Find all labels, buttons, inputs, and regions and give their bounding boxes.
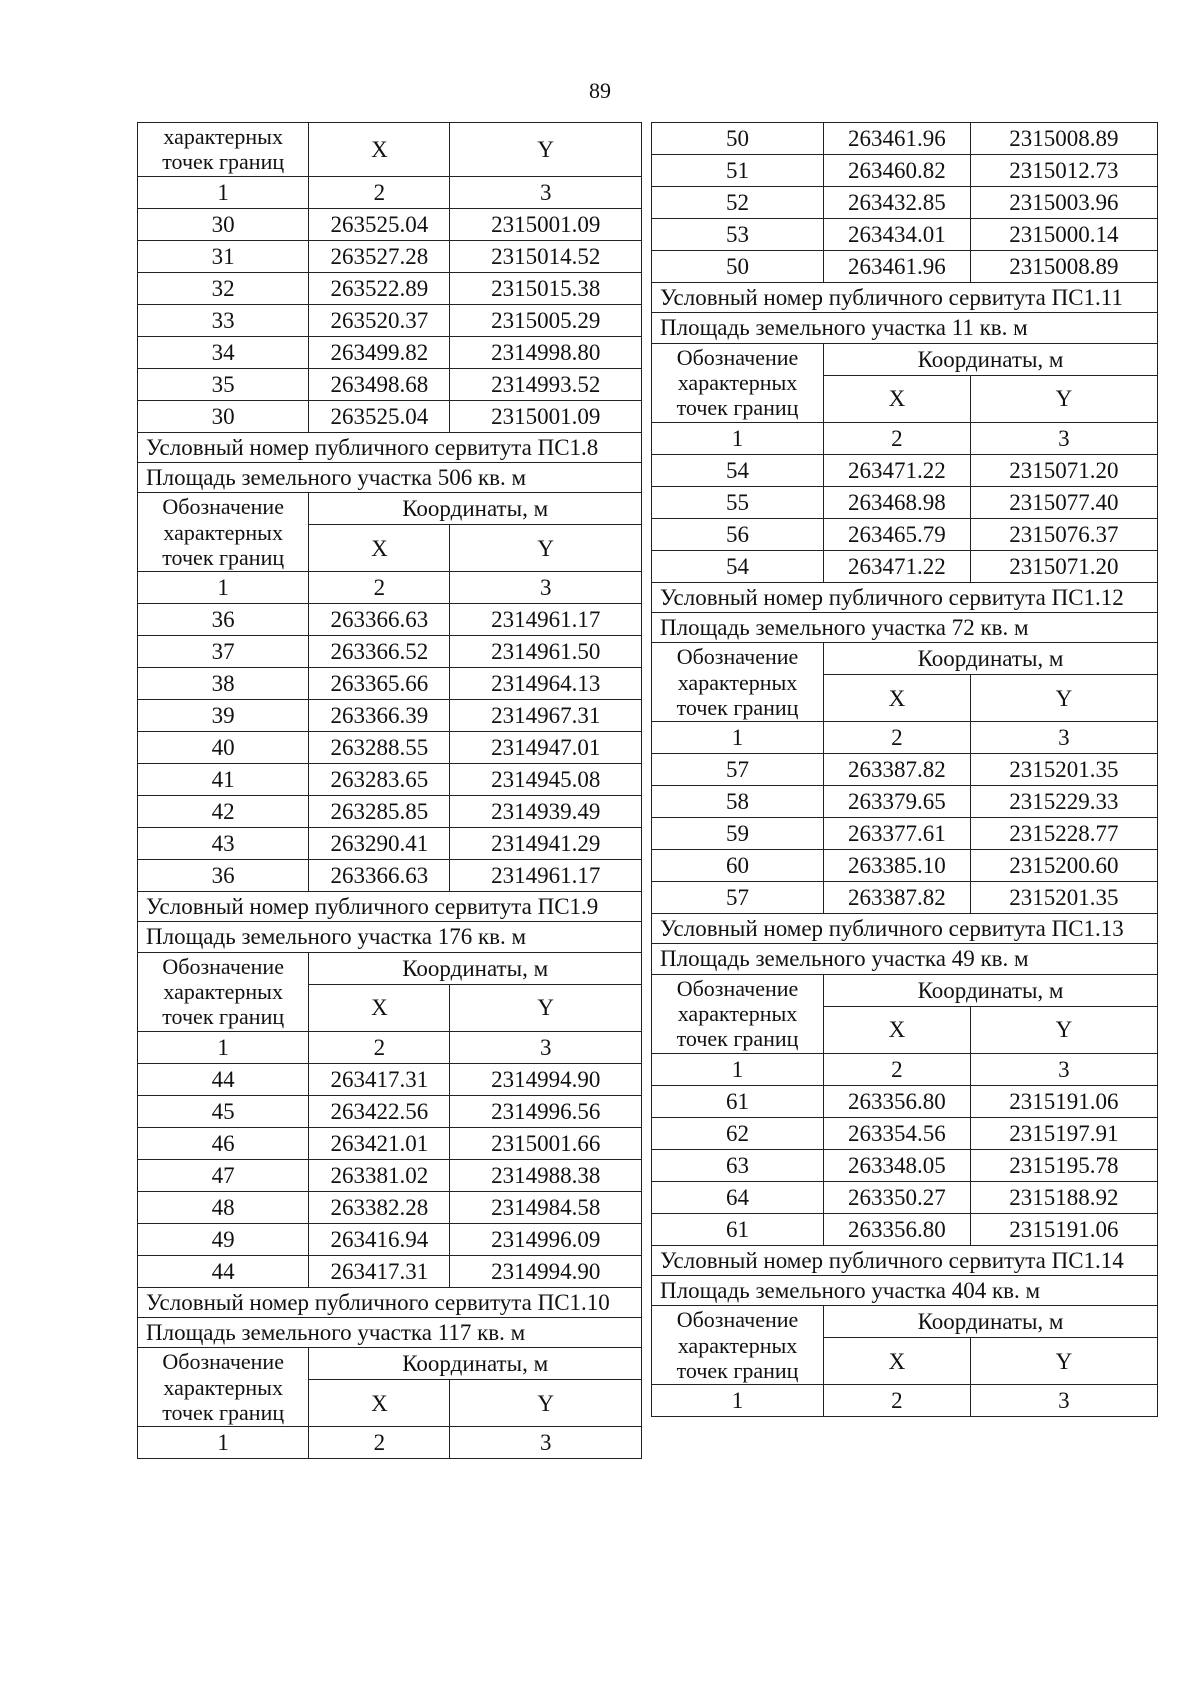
point-number: 30	[138, 208, 309, 240]
coordinate-x: 263366.39	[309, 700, 450, 732]
column-number: 3	[450, 176, 642, 208]
table-row	[652, 219, 1158, 251]
section-title: Условный номер публичного сервитута ПС1.14	[652, 1245, 1158, 1275]
point-number: 36	[138, 604, 309, 636]
coordinate-y: 2315191.06	[970, 1213, 1157, 1245]
coordinate-x: 263461.96	[824, 123, 971, 155]
column-number: 2	[309, 572, 450, 604]
section-title-row	[652, 944, 1158, 974]
coordinate-x: 263387.82	[824, 754, 971, 786]
header-y: Y	[970, 1338, 1157, 1385]
coordinate-y: 2315071.20	[970, 550, 1157, 582]
coordinate-y: 2314961.17	[450, 604, 642, 636]
coordinate-y: 2314994.90	[450, 1063, 642, 1095]
header-row	[652, 1306, 1158, 1338]
coordinate-x: 263522.89	[309, 272, 450, 304]
section-title-row	[652, 582, 1158, 612]
point-number: 41	[138, 764, 309, 796]
section-title-row	[138, 432, 642, 462]
header-point-label-line: характерных	[163, 519, 283, 545]
column-number: 2	[824, 722, 971, 754]
header-y: Y	[450, 984, 642, 1031]
coordinate-y: 2314984.58	[450, 1191, 642, 1223]
header-coordinates: Координаты, м	[309, 493, 642, 525]
coordinate-x: 263365.66	[309, 668, 450, 700]
header-point-label-line: Обозначение	[162, 494, 284, 520]
point-number: 44	[138, 1255, 309, 1287]
header-point-label	[138, 123, 309, 177]
table-row	[652, 818, 1158, 850]
coordinate-y: 2314996.09	[450, 1223, 642, 1255]
header-point-label-line: характерных	[163, 124, 283, 149]
coordinate-x: 263348.05	[824, 1149, 971, 1181]
header-x: X	[309, 123, 450, 177]
table-row	[138, 272, 642, 304]
coordinate-y: 2314939.49	[450, 796, 642, 828]
header-coordinates: Координаты, м	[824, 343, 1158, 375]
point-number: 48	[138, 1191, 309, 1223]
column-number: 1	[652, 1053, 824, 1085]
point-number: 36	[138, 860, 309, 892]
coordinate-y: 2315003.96	[970, 187, 1157, 219]
header-point-label-line: точек границ	[676, 694, 799, 720]
header-x: X	[824, 675, 971, 722]
header-point-label-line: характерных	[677, 669, 798, 695]
coordinate-x: 263417.31	[309, 1255, 450, 1287]
coordinate-x: 263432.85	[824, 187, 971, 219]
header-point-label-line: точек границ	[162, 544, 285, 570]
coordinate-y: 2315076.37	[970, 518, 1157, 550]
column-number: 1	[652, 422, 824, 454]
coordinate-x: 263366.63	[309, 860, 450, 892]
header-x: X	[824, 1338, 971, 1385]
table-row	[652, 1149, 1158, 1181]
coordinate-y: 2315071.20	[970, 454, 1157, 486]
table-row	[652, 251, 1158, 283]
column-number-row	[652, 722, 1158, 754]
table-row	[138, 1255, 642, 1287]
coordinate-y: 2314994.90	[450, 1255, 642, 1287]
coordinates-table-left	[137, 122, 642, 1459]
column-number: 3	[970, 722, 1157, 754]
section-title: Площадь земельного участка 11 кв. м	[652, 313, 1158, 343]
column-number: 3	[970, 1053, 1157, 1085]
header-point-label-line: характерных	[677, 1001, 798, 1027]
coordinate-x: 263356.80	[824, 1085, 971, 1117]
coordinate-x: 263366.63	[309, 604, 450, 636]
section-title-row	[652, 283, 1158, 313]
coordinate-y: 2315077.40	[970, 486, 1157, 518]
header-coordinates: Координаты, м	[309, 1348, 642, 1380]
coordinate-x: 263356.80	[824, 1213, 971, 1245]
coordinate-x: 263385.10	[824, 850, 971, 882]
table-row	[138, 1223, 642, 1255]
column-number: 1	[138, 1427, 309, 1459]
column-number-row	[138, 176, 642, 208]
coordinate-y: 2315005.29	[450, 304, 642, 336]
column-number: 2	[309, 176, 450, 208]
point-number: 55	[652, 486, 824, 518]
section-title: Условный номер публичного сервитута ПС1.12	[652, 582, 1158, 612]
point-number: 38	[138, 668, 309, 700]
point-number: 56	[652, 518, 824, 550]
column-number: 2	[309, 1031, 450, 1063]
point-number: 57	[652, 882, 824, 914]
table-row	[138, 700, 642, 732]
coordinate-x: 263525.04	[309, 400, 450, 432]
coordinate-x: 263421.01	[309, 1127, 450, 1159]
coordinate-y: 2314998.80	[450, 336, 642, 368]
section-title-row	[138, 462, 642, 492]
section-title-row	[138, 1318, 642, 1348]
column-number: 1	[138, 176, 309, 208]
header-point-label-line: Обозначение	[676, 344, 799, 370]
point-number: 46	[138, 1127, 309, 1159]
coordinate-x: 263471.22	[824, 550, 971, 582]
section-title: Площадь земельного участка 49 кв. м	[652, 944, 1158, 974]
coordinate-x: 263471.22	[824, 454, 971, 486]
coordinate-y: 2315201.35	[970, 882, 1157, 914]
section-title: Условный номер публичного сервитута ПС1.9	[138, 892, 642, 922]
table-row	[138, 796, 642, 828]
column-number: 3	[970, 1385, 1157, 1417]
coordinate-x: 263465.79	[824, 518, 971, 550]
header-y: Y	[970, 1006, 1157, 1053]
coordinate-x: 263434.01	[824, 219, 971, 251]
point-number: 32	[138, 272, 309, 304]
coordinate-x: 263416.94	[309, 1223, 450, 1255]
header-point-label	[652, 643, 824, 722]
header-point-label-line: характерных	[677, 369, 798, 395]
section-title: Условный номер публичного сервитута ПС1.13	[652, 914, 1158, 944]
point-number: 60	[652, 850, 824, 882]
section-title: Условный номер публичного сервитута ПС1.11	[652, 283, 1158, 313]
point-number: 50	[652, 251, 824, 283]
table-row	[652, 1181, 1158, 1213]
column-number: 2	[309, 1427, 450, 1459]
coordinate-y: 2315228.77	[970, 818, 1157, 850]
coordinate-x: 263379.65	[824, 786, 971, 818]
header-point-label-line: характерных	[163, 979, 283, 1005]
coordinate-x: 263460.82	[824, 155, 971, 187]
column-number: 2	[824, 1385, 971, 1417]
coordinate-y: 2315200.60	[970, 850, 1157, 882]
header-row	[138, 952, 642, 984]
section-title-row	[138, 1287, 642, 1317]
coordinate-y: 2315229.33	[970, 786, 1157, 818]
table-row	[138, 860, 642, 892]
table-row	[138, 1191, 642, 1223]
coordinate-y: 2315201.35	[970, 754, 1157, 786]
header-point-label-line: точек границ	[162, 1004, 285, 1030]
section-title: Площадь земельного участка 404 кв. м	[652, 1276, 1158, 1306]
table-row	[652, 550, 1158, 582]
header-point-label-line: точек границ	[676, 1358, 799, 1384]
header-row	[652, 974, 1158, 1006]
coordinate-y: 2315008.89	[970, 251, 1157, 283]
coordinate-y: 2315015.38	[450, 272, 642, 304]
header-row	[138, 1348, 642, 1380]
header-y: Y	[450, 1380, 642, 1427]
coordinate-x: 263288.55	[309, 732, 450, 764]
coordinates-table-right	[651, 122, 1158, 1417]
point-number: 42	[138, 796, 309, 828]
table-row	[652, 1117, 1158, 1149]
column-number: 3	[450, 572, 642, 604]
coordinate-x: 263285.85	[309, 796, 450, 828]
point-number: 31	[138, 240, 309, 272]
header-point-label-line: точек границ	[162, 149, 285, 175]
column-number: 3	[450, 1031, 642, 1063]
coordinate-y: 2315197.91	[970, 1117, 1157, 1149]
column-number: 1	[652, 722, 824, 754]
table-row	[138, 1159, 642, 1191]
column-number: 3	[970, 422, 1157, 454]
point-number: 53	[652, 219, 824, 251]
section-title-row	[652, 313, 1158, 343]
table-row	[652, 454, 1158, 486]
point-number: 45	[138, 1095, 309, 1127]
point-number: 35	[138, 368, 309, 400]
table-row	[138, 732, 642, 764]
section-title-row	[652, 1276, 1158, 1306]
coordinate-y: 2315008.89	[970, 123, 1157, 155]
table-row	[652, 754, 1158, 786]
coordinate-y: 2315188.92	[970, 1181, 1157, 1213]
coordinate-y: 2314988.38	[450, 1159, 642, 1191]
table-row	[138, 636, 642, 668]
header-point-label	[138, 1348, 309, 1427]
header-x: X	[824, 1006, 971, 1053]
point-number: 57	[652, 754, 824, 786]
coordinate-x: 263387.82	[824, 882, 971, 914]
header-y: Y	[970, 675, 1157, 722]
page-number: 89	[589, 78, 611, 103]
section-title: Условный номер публичного сервитута ПС1.10	[138, 1287, 642, 1317]
column-number-row	[138, 572, 642, 604]
right-column	[651, 122, 1158, 1417]
table-row	[138, 668, 642, 700]
column-number: 1	[138, 1031, 309, 1063]
header-x: X	[309, 984, 450, 1031]
header-point-label	[138, 493, 309, 572]
table-row	[652, 155, 1158, 187]
coordinate-y: 2315001.66	[450, 1127, 642, 1159]
coordinate-y: 2315001.09	[450, 400, 642, 432]
header-point-label-line: Обозначение	[676, 644, 799, 670]
coordinate-y: 2314961.50	[450, 636, 642, 668]
coordinate-x: 263366.52	[309, 636, 450, 668]
point-number: 54	[652, 454, 824, 486]
point-number: 47	[138, 1159, 309, 1191]
section-title: Площадь земельного участка 72 кв. м	[652, 612, 1158, 642]
left-column	[137, 122, 642, 1459]
header-point-label-line: характерных	[163, 1374, 283, 1400]
header-coordinates: Координаты, м	[309, 952, 642, 984]
point-number: 33	[138, 304, 309, 336]
header-coordinates: Координаты, м	[824, 643, 1158, 675]
header-y: Y	[450, 525, 642, 572]
table-row	[138, 336, 642, 368]
header-x: X	[309, 525, 450, 572]
header-point-label-line: точек границ	[676, 1026, 799, 1052]
coordinate-x: 263461.96	[824, 251, 971, 283]
coordinate-y: 2314947.01	[450, 732, 642, 764]
table-row	[652, 850, 1158, 882]
coordinate-y: 2315000.14	[970, 219, 1157, 251]
table-row	[652, 1085, 1158, 1117]
coordinate-y: 2315001.09	[450, 208, 642, 240]
coordinate-y: 2314941.29	[450, 828, 642, 860]
header-row	[652, 343, 1158, 375]
point-number: 40	[138, 732, 309, 764]
table-row	[652, 518, 1158, 550]
coordinate-x: 263525.04	[309, 208, 450, 240]
header-coordinates: Координаты, м	[824, 974, 1158, 1006]
column-number: 3	[450, 1427, 642, 1459]
header-point-label	[652, 974, 824, 1053]
coordinate-y: 2315191.06	[970, 1085, 1157, 1117]
table-row	[652, 786, 1158, 818]
header-point-label	[652, 343, 824, 422]
table-row	[138, 1127, 642, 1159]
point-number: 44	[138, 1063, 309, 1095]
header-point-label-line: Обозначение	[676, 1307, 799, 1333]
coordinate-y: 2315014.52	[450, 240, 642, 272]
section-title: Площадь земельного участка 117 кв. м	[138, 1318, 642, 1348]
point-number: 61	[652, 1213, 824, 1245]
point-number: 62	[652, 1117, 824, 1149]
column-number-row	[652, 422, 1158, 454]
point-number: 34	[138, 336, 309, 368]
coordinate-x: 263417.31	[309, 1063, 450, 1095]
table-row	[138, 304, 642, 336]
header-point-label	[138, 952, 309, 1031]
coordinate-x: 263520.37	[309, 304, 450, 336]
header-point-label-line: характерных	[677, 1332, 798, 1358]
table-row	[138, 208, 642, 240]
table-row	[138, 1063, 642, 1095]
coordinate-x: 263354.56	[824, 1117, 971, 1149]
point-number: 52	[652, 187, 824, 219]
point-number: 61	[652, 1085, 824, 1117]
point-number: 39	[138, 700, 309, 732]
point-number: 63	[652, 1149, 824, 1181]
column-number-row	[652, 1385, 1158, 1417]
section-title-row	[652, 914, 1158, 944]
section-title: Площадь земельного участка 506 кв. м	[138, 462, 642, 492]
point-number: 64	[652, 1181, 824, 1213]
table-row	[138, 1095, 642, 1127]
header-y: Y	[970, 375, 1157, 422]
coordinate-y: 2314993.52	[450, 368, 642, 400]
point-number: 59	[652, 818, 824, 850]
table-row	[138, 400, 642, 432]
table-row	[138, 368, 642, 400]
section-title: Условный номер публичного сервитута ПС1.8	[138, 432, 642, 462]
header-row	[138, 493, 642, 525]
table-row	[138, 240, 642, 272]
point-number: 58	[652, 786, 824, 818]
point-number: 30	[138, 400, 309, 432]
coordinate-y: 2314961.17	[450, 860, 642, 892]
header-row	[652, 643, 1158, 675]
column-number: 2	[824, 422, 971, 454]
coordinate-x: 263382.28	[309, 1191, 450, 1223]
header-coordinates: Координаты, м	[824, 1306, 1158, 1338]
header-y: Y	[450, 123, 642, 177]
column-number: 2	[824, 1053, 971, 1085]
section-title-row	[138, 892, 642, 922]
coordinate-y: 2314964.13	[450, 668, 642, 700]
header-point-label-line: точек границ	[162, 1400, 285, 1426]
coordinate-y: 2314967.31	[450, 700, 642, 732]
coordinate-x: 263468.98	[824, 486, 971, 518]
column-number-row	[138, 1031, 642, 1063]
coordinate-y: 2314996.56	[450, 1095, 642, 1127]
coordinate-x: 263498.68	[309, 368, 450, 400]
coordinate-x: 263527.28	[309, 240, 450, 272]
coordinate-x: 263422.56	[309, 1095, 450, 1127]
coordinate-x: 263377.61	[824, 818, 971, 850]
coordinate-x: 263350.27	[824, 1181, 971, 1213]
header-point-label-line: Обозначение	[162, 953, 284, 979]
table-row	[652, 123, 1158, 155]
header-point-label-line: Обозначение	[162, 1349, 284, 1375]
coordinate-x: 263499.82	[309, 336, 450, 368]
point-number: 51	[652, 155, 824, 187]
table-row	[138, 604, 642, 636]
table-row	[652, 187, 1158, 219]
header-x: X	[824, 375, 971, 422]
coordinate-y: 2315012.73	[970, 155, 1157, 187]
section-title: Площадь земельного участка 176 кв. м	[138, 922, 642, 952]
header-point-label-line: точек границ	[676, 395, 799, 421]
column-number: 1	[138, 572, 309, 604]
table-row	[138, 764, 642, 796]
table-row	[138, 828, 642, 860]
coordinate-y: 2314945.08	[450, 764, 642, 796]
point-number: 54	[652, 550, 824, 582]
header-x: X	[309, 1380, 450, 1427]
table-row	[652, 486, 1158, 518]
column-number: 1	[652, 1385, 824, 1417]
table-row	[652, 1213, 1158, 1245]
column-number-row	[138, 1427, 642, 1459]
coordinate-y: 2315195.78	[970, 1149, 1157, 1181]
section-title-row	[652, 612, 1158, 642]
section-title-row	[138, 922, 642, 952]
column-number-row	[652, 1053, 1158, 1085]
header-point-label	[652, 1306, 824, 1385]
coordinate-x: 263290.41	[309, 828, 450, 860]
point-number: 50	[652, 123, 824, 155]
header-point-label-line: Обозначение	[676, 975, 799, 1001]
point-number: 43	[138, 828, 309, 860]
coordinate-x: 263381.02	[309, 1159, 450, 1191]
table-row	[652, 882, 1158, 914]
header-row	[138, 123, 642, 177]
section-title-row	[652, 1245, 1158, 1275]
point-number: 49	[138, 1223, 309, 1255]
coordinate-x: 263283.65	[309, 764, 450, 796]
point-number: 37	[138, 636, 309, 668]
